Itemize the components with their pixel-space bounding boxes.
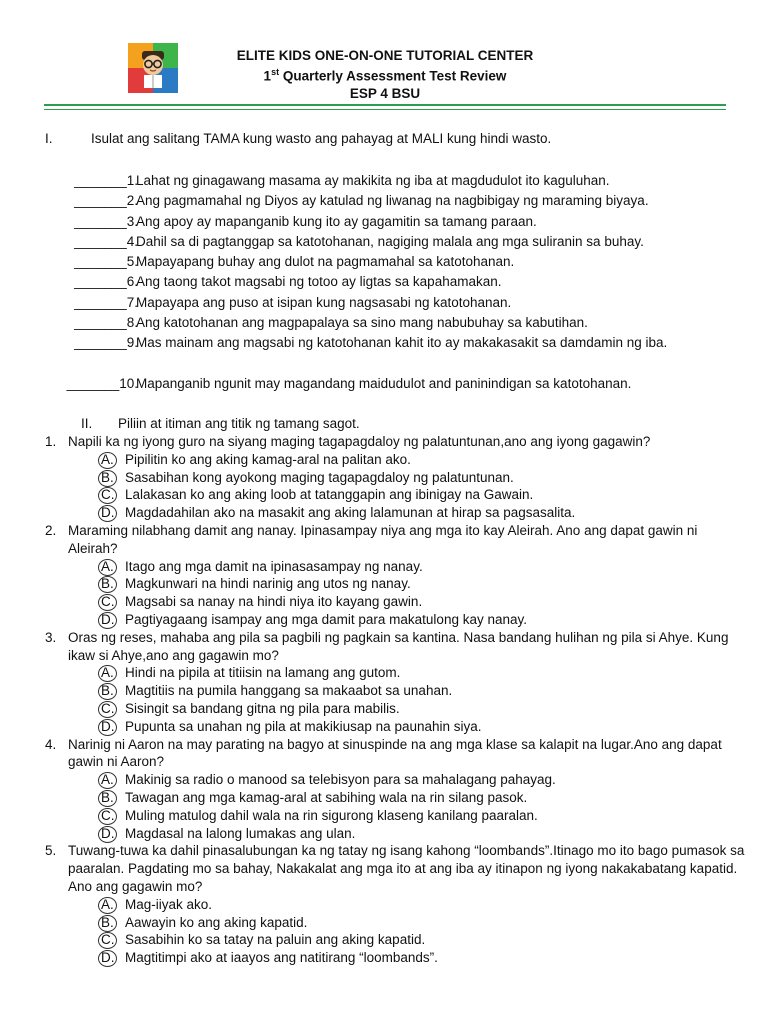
question <box>45 433 748 451</box>
option-letter: A. <box>101 558 114 574</box>
option-b[interactable] <box>101 682 768 700</box>
answer-blank[interactable]: _______3. <box>74 213 138 229</box>
statement-text: Ang apoy ay mapanganib kung ito ay gagamitin sa tamang paraan. <box>136 213 537 229</box>
option-letter: D. <box>101 950 115 966</box>
option-text: Aawayin ko ang aking kapatid. <box>125 914 308 930</box>
option-letter: C. <box>101 594 115 610</box>
option-d[interactable] <box>101 825 768 843</box>
option-b[interactable] <box>101 469 768 487</box>
option-a[interactable] <box>101 896 768 914</box>
option-letter: C. <box>101 487 115 503</box>
option-b[interactable] <box>101 575 768 593</box>
instruction-text: Isulat ang salitang TAMA kung wasto ang pahayag at MALI kung hindi wasto. <box>91 131 552 146</box>
option-a[interactable] <box>101 771 768 789</box>
statement-text: Ang katotohanan ang magpapalaya sa sino mang nabubuhay sa kabutihan. <box>136 315 588 331</box>
list-item <box>0 191 768 211</box>
question-text: Napili ka ng iyong guro na siyang maging tagapagdaloy ng palatuntunan,ano ang iyong gagawin? <box>68 434 651 449</box>
question-text: Narinig ni Aaron na may parating na bagyo at sinuspinde na ang mga klase sa kalapit na lugar.Ano ang dapat gawin ni Aaron? <box>68 736 722 770</box>
option-letter: B. <box>101 914 114 930</box>
option-text: Muling matulog dahil wala na rin sigurong klaseng kanilang paaralan. <box>125 807 538 823</box>
list-item <box>0 333 768 374</box>
option-a[interactable] <box>101 664 768 682</box>
question-text: Oras ng reses, mahaba ang pila sa pagbili ng pagkain sa kantina. Nasa bandang hulihan ng pila si Ahye. Kung ikaw si Ahye,ano ang gagawin mo? <box>68 629 729 663</box>
header-divider-thin <box>44 109 726 110</box>
list-item <box>0 212 768 232</box>
statement-text: Lahat ng ginagawang masama ay makikita ng iba at magdudulot ito kaguluhan. <box>136 173 610 188</box>
option-letter: D. <box>101 825 115 841</box>
answer-blank[interactable]: _______9. <box>74 335 138 351</box>
option-letter: A. <box>101 896 114 912</box>
test-title: 1st Quarterly Assessment Test Review <box>263 67 507 84</box>
option-text: Tawagan ang mga kamag-aral at sabihing wala na rin silang pasok. <box>125 789 528 805</box>
question-number: 5. <box>45 843 57 859</box>
statement-text: Dahil sa di pagtanggap sa katotohanan, nagiging malala ang mga suliranin sa buhay. <box>136 233 644 249</box>
option-d[interactable] <box>101 949 768 967</box>
option-text: Magtitiis na pumila hanggang sa makaabot sa unahan. <box>125 683 453 699</box>
question-text: Maraming nilabhang damit ang nanay. Ipinasampay niya ang mga ito kay Aleirah. Ano ang dapat gawin ni Aleirah? <box>68 522 698 556</box>
option-d[interactable] <box>101 611 768 629</box>
list-item <box>0 293 768 313</box>
option-text: Sisingit sa bandang gitna ng pila para mabilis. <box>125 700 400 716</box>
option-text: Lalakasan ko ang aking loob at tatanggapin ang ibinigay na Gawain. <box>125 487 534 503</box>
option-letter: D. <box>101 718 115 734</box>
answer-blank[interactable]: _______1. <box>74 173 138 188</box>
list-item <box>0 171 768 191</box>
option-a[interactable] <box>101 451 768 469</box>
option-text: Hindi na pipila at titiisin na lamang ang gutom. <box>125 665 401 681</box>
option-letter: A. <box>101 451 114 467</box>
option-text: Itago ang mga damit na ipinasasampay ng nanay. <box>125 558 423 574</box>
option-text: Magkunwari na hindi narinig ang utos ng nanay. <box>125 576 411 592</box>
question <box>45 842 748 895</box>
question-number: 4. <box>45 736 57 752</box>
list-item <box>0 313 768 333</box>
question <box>45 736 748 772</box>
answer-blank[interactable]: _______2. <box>74 193 138 209</box>
list-item <box>0 232 768 252</box>
question-text: Tuwang-tuwa ka dahil pinasalubungan ka ng tatay ng isang kahong “loombands”.Itinago mo ito bago pumasok sa paaralan. Pagdating mo sa bahay, Nakakalat ang mga ito at ang iba ay itinapon ng iyong nakakabatang kapatid. Ano ang gagawin mo? <box>68 843 745 894</box>
option-text: Pagtiyagaang isampay ang mga damit para makatulong kay nanay. <box>125 611 527 627</box>
multiple-choice-list <box>0 433 768 967</box>
section-number: I. <box>45 131 53 146</box>
center-logo-icon <box>128 43 178 93</box>
option-text: Magdadahilan ako na masakit ang aking lalamunan at hirap sa pagsasalita. <box>125 505 576 521</box>
option-letter: C. <box>101 807 115 823</box>
subject-code: ESP 4 BSU <box>349 85 421 101</box>
section-number: II. <box>81 416 93 431</box>
header-divider <box>44 104 726 106</box>
list-item <box>0 252 768 272</box>
statement-text: Mas mainam ang magsabi ng katotohanan kahit ito ay makakasakit sa damdamin ng iba. <box>136 335 668 351</box>
option-c[interactable] <box>101 931 768 949</box>
option-d[interactable] <box>101 718 768 736</box>
list-item <box>0 374 768 394</box>
option-c[interactable] <box>101 486 768 504</box>
option-text: Magsabi sa nanay na hindi niya ito kayang gawin. <box>125 594 423 610</box>
question-number: 1. <box>45 434 57 449</box>
answer-blank[interactable]: _______10. <box>66 375 138 391</box>
option-letter: D. <box>101 505 115 521</box>
statement-text: Mapanganib ngunit may magandang maidudulot and paninindigan sa katotohanan. <box>136 375 632 391</box>
true-false-list <box>0 171 768 394</box>
section-1-instruction <box>45 131 551 146</box>
question <box>45 522 748 558</box>
option-letter: B. <box>101 469 114 485</box>
option-text: Sasabihan kong ayokong maging tagapagdaloy ng palatuntunan. <box>125 469 514 485</box>
center-name: ELITE KIDS ONE-ON-ONE TUTORIAL CENTER <box>236 48 534 63</box>
question <box>45 629 748 665</box>
answer-blank[interactable]: _______8. <box>74 315 138 331</box>
option-c[interactable] <box>101 807 768 825</box>
statement-text: Mapayapa ang puso at isipan kung nagsasabi ng katotohanan. <box>136 294 512 310</box>
question-number: 2. <box>45 522 57 538</box>
answer-blank[interactable]: _______6. <box>74 274 138 290</box>
option-text: Pipilitin ko ang aking kamag-aral na palitan ako. <box>125 451 411 467</box>
option-a[interactable] <box>101 558 768 576</box>
option-letter: A. <box>101 665 114 681</box>
option-text: Makinig sa radio o manood sa telebisyon para sa mahalagang pahayag. <box>125 772 556 788</box>
statement-text: Ang taong takot magsabi ng totoo ay ligtas sa kapahamakan. <box>136 274 502 290</box>
option-text: Pupunta sa unahan ng pila at makikiusap na paunahin siya. <box>125 718 482 734</box>
option-letter: D. <box>101 611 115 627</box>
answer-blank[interactable]: _______4. <box>74 233 138 249</box>
section-2-instruction <box>81 416 360 431</box>
option-c[interactable] <box>101 593 768 611</box>
option-letter: B. <box>101 789 114 805</box>
option-text: Magdasal na lalong lumakas ang ulan. <box>125 825 356 841</box>
option-letter: B. <box>101 683 114 699</box>
question-number: 3. <box>45 629 57 645</box>
option-letter: A. <box>101 772 114 788</box>
option-d[interactable] <box>101 504 768 522</box>
option-letter: C. <box>101 700 115 716</box>
instruction-text: Piliin at itiman ang titik ng tamang sagot. <box>118 416 360 431</box>
option-text: Sasabihin ko sa tatay na paluin ang aking kapatid. <box>125 932 426 948</box>
answer-blank[interactable]: _______7. <box>74 294 138 310</box>
option-b[interactable] <box>101 914 768 932</box>
list-item <box>0 272 768 292</box>
statement-text: Ang pagmamahal ng Diyos ay katulad ng liwanag na nagbibigay ng maraming biyaya. <box>136 193 649 209</box>
option-text: Mag-iiyak ako. <box>125 896 213 912</box>
statement-text: Mapayapang buhay ang dulot na pagmamahal sa katotohanan. <box>136 254 515 270</box>
answer-blank[interactable]: _______5. <box>74 254 138 270</box>
option-c[interactable] <box>101 700 768 718</box>
option-text: Magtitimpi ako at iaayos ang natitirang “loombands”. <box>125 950 438 966</box>
option-b[interactable] <box>101 789 768 807</box>
document-header <box>190 47 580 102</box>
option-letter: B. <box>101 576 114 592</box>
option-letter: C. <box>101 932 115 948</box>
